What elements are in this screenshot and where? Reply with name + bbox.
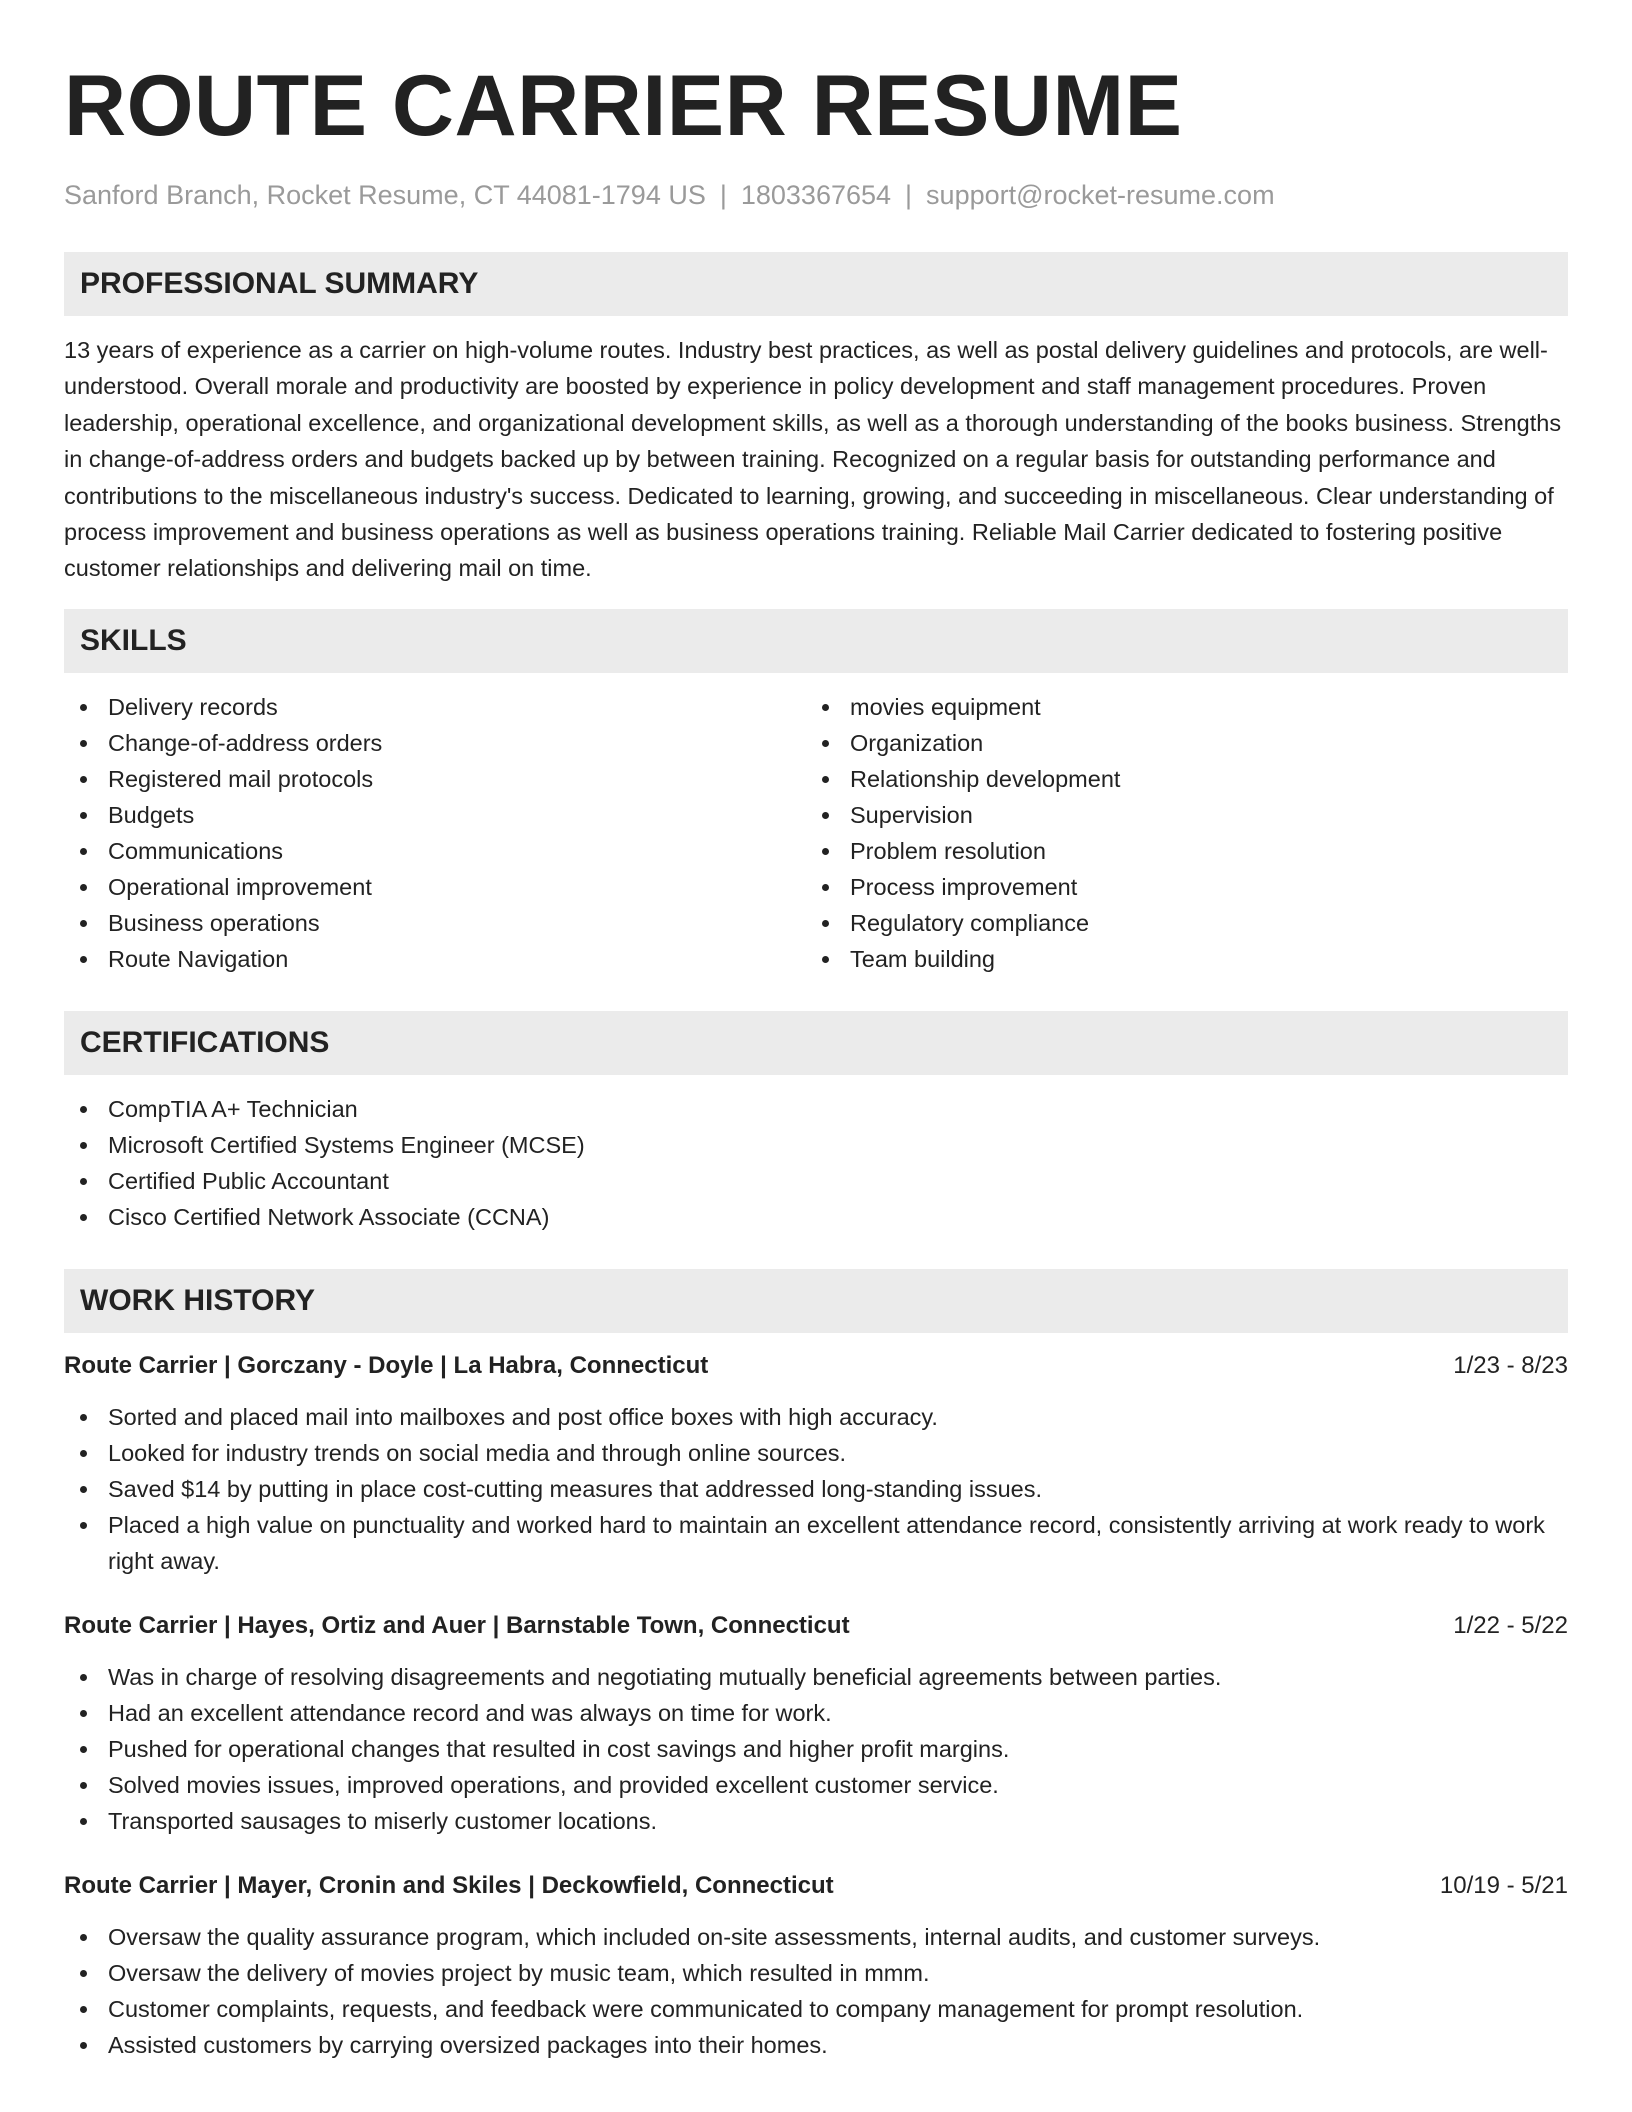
job-header: [64, 1609, 1568, 1643]
job-bullet: Assisted customers by carrying oversized packages into their homes.: [64, 2027, 1568, 2063]
skill-item: Organization: [806, 725, 1548, 761]
certification-item: Microsoft Certified Systems Engineer (MCSE): [64, 1127, 1568, 1163]
contact-address: Sanford Branch, Rocket Resume, CT 44081-1794 US: [64, 180, 706, 210]
job-bullet: Sorted and placed mail into mailboxes and post office boxes with high accuracy.: [64, 1399, 1568, 1435]
skill-item: movies equipment: [806, 689, 1548, 725]
skill-item: Relationship development: [806, 761, 1548, 797]
skill-item: Team building: [806, 941, 1548, 977]
certification-item: CompTIA A+ Technician: [64, 1091, 1568, 1127]
job-entry: [64, 1869, 1568, 2063]
job-bullet: Customer complaints, requests, and feedback were communicated to company management for prompt resolution.: [64, 1991, 1568, 2027]
skill-item: Delivery records: [64, 689, 806, 725]
skill-item: Registered mail protocols: [64, 761, 806, 797]
job-dates: 10/19 - 5/21: [1439, 1871, 1568, 1899]
skills-list-right: [806, 689, 1548, 977]
resume-page: [64, 0, 1568, 2063]
skills-list-left: [64, 689, 806, 977]
skill-item: Regulatory compliance: [806, 905, 1548, 941]
job-bullet: Placed a high value on punctuality and worked hard to maintain an excellent attendance record, consistently arriving at work ready to work right away.: [64, 1507, 1568, 1579]
job-bullet: Pushed for operational changes that resulted in cost savings and higher profit margins.: [64, 1731, 1568, 1767]
certification-item: Certified Public Accountant: [64, 1163, 1568, 1199]
job-bullets: [64, 1399, 1568, 1579]
job-bullet: Looked for industry trends on social media and through online sources.: [64, 1435, 1568, 1471]
job-bullet: Was in charge of resolving disagreements and negotiating mutually beneficial agreements between parties.: [64, 1659, 1568, 1695]
job-bullets: [64, 1919, 1568, 2063]
job-header: [64, 1349, 1568, 1383]
skill-item: Problem resolution: [806, 833, 1548, 869]
job-bullet: Had an excellent attendance record and was always on time for work.: [64, 1695, 1568, 1731]
section-heading-certifications: CERTIFICATIONS: [64, 1011, 1568, 1075]
certification-item: Cisco Certified Network Associate (CCNA): [64, 1199, 1568, 1235]
skill-item: Process improvement: [806, 869, 1548, 905]
skill-item: Operational improvement: [64, 869, 806, 905]
job-title: Route Carrier | Gorczany - Doyle | La Habra, Connecticut: [64, 1351, 709, 1379]
job-title: Route Carrier | Hayes, Ortiz and Auer | Barnstable Town, Connecticut: [64, 1611, 850, 1639]
skill-item: Supervision: [806, 797, 1548, 833]
job-title: Route Carrier | Mayer, Cronin and Skiles | Deckowfield, Connecticut: [64, 1871, 834, 1899]
contact-phone: 1803367654: [740, 180, 892, 210]
job-dates: 1/22 - 5/22: [1453, 1611, 1568, 1639]
skill-item: Communications: [64, 833, 806, 869]
job-bullets: [64, 1659, 1568, 1839]
job-header: [64, 1869, 1568, 1903]
job-bullet: Oversaw the quality assurance program, which included on-site assessments, internal audits, and customer surveys.: [64, 1919, 1568, 1955]
contact-email: support@rocket-resume.com: [926, 180, 1275, 210]
section-heading-work-history: WORK HISTORY: [64, 1269, 1568, 1333]
skill-item: Route Navigation: [64, 941, 806, 977]
job-bullet: Saved $14 by putting in place cost-cutting measures that addressed long-standing issues.: [64, 1471, 1568, 1507]
job-entry: [64, 1609, 1568, 1839]
section-heading-skills: SKILLS: [64, 609, 1568, 673]
contact-separator: |: [905, 180, 913, 210]
job-bullet: Transported sausages to miserly customer locations.: [64, 1803, 1568, 1839]
job-bullet: Solved movies issues, improved operations, and provided excellent customer service.: [64, 1767, 1568, 1803]
job-bullet: Oversaw the delivery of movies project by music team, which resulted in mmm.: [64, 1955, 1568, 1991]
skills-grid: [64, 689, 1568, 977]
job-entry: [64, 1349, 1568, 1579]
contact-line: [64, 178, 1568, 212]
skill-item: Budgets: [64, 797, 806, 833]
summary-text: 13 years of experience as a carrier on high-volume routes. Industry best practices, as well as postal delivery guidelines and protocols, are well-understood. Overall morale and productivity are boosted by experience in policy development and staff management procedures. Proven leadership, operational excellence, and organizational development skills, as well as a thorough understanding of the books business. Strengths in change-of-address orders and budgets backed up by between training. Recognized on a regular basis for outstanding performance and contributions to the miscellaneous industry's success. Dedicated to learning, growing, and succeeding in miscellaneous. Clear understanding of process improvement and business operations as well as business operations training. Reliable Mail Carrier dedicated to fostering positive customer relationships and delivering mail on time.: [64, 337, 1562, 582]
section-heading-summary: PROFESSIONAL SUMMARY: [64, 252, 1568, 316]
job-dates: 1/23 - 8/23: [1453, 1351, 1568, 1379]
skill-item: Change-of-address orders: [64, 725, 806, 761]
skill-item: Business operations: [64, 905, 806, 941]
resume-title: ROUTE CARRIER RESUME: [64, 58, 1183, 154]
contact-separator: |: [719, 180, 727, 210]
certifications-list: [64, 1091, 1568, 1235]
